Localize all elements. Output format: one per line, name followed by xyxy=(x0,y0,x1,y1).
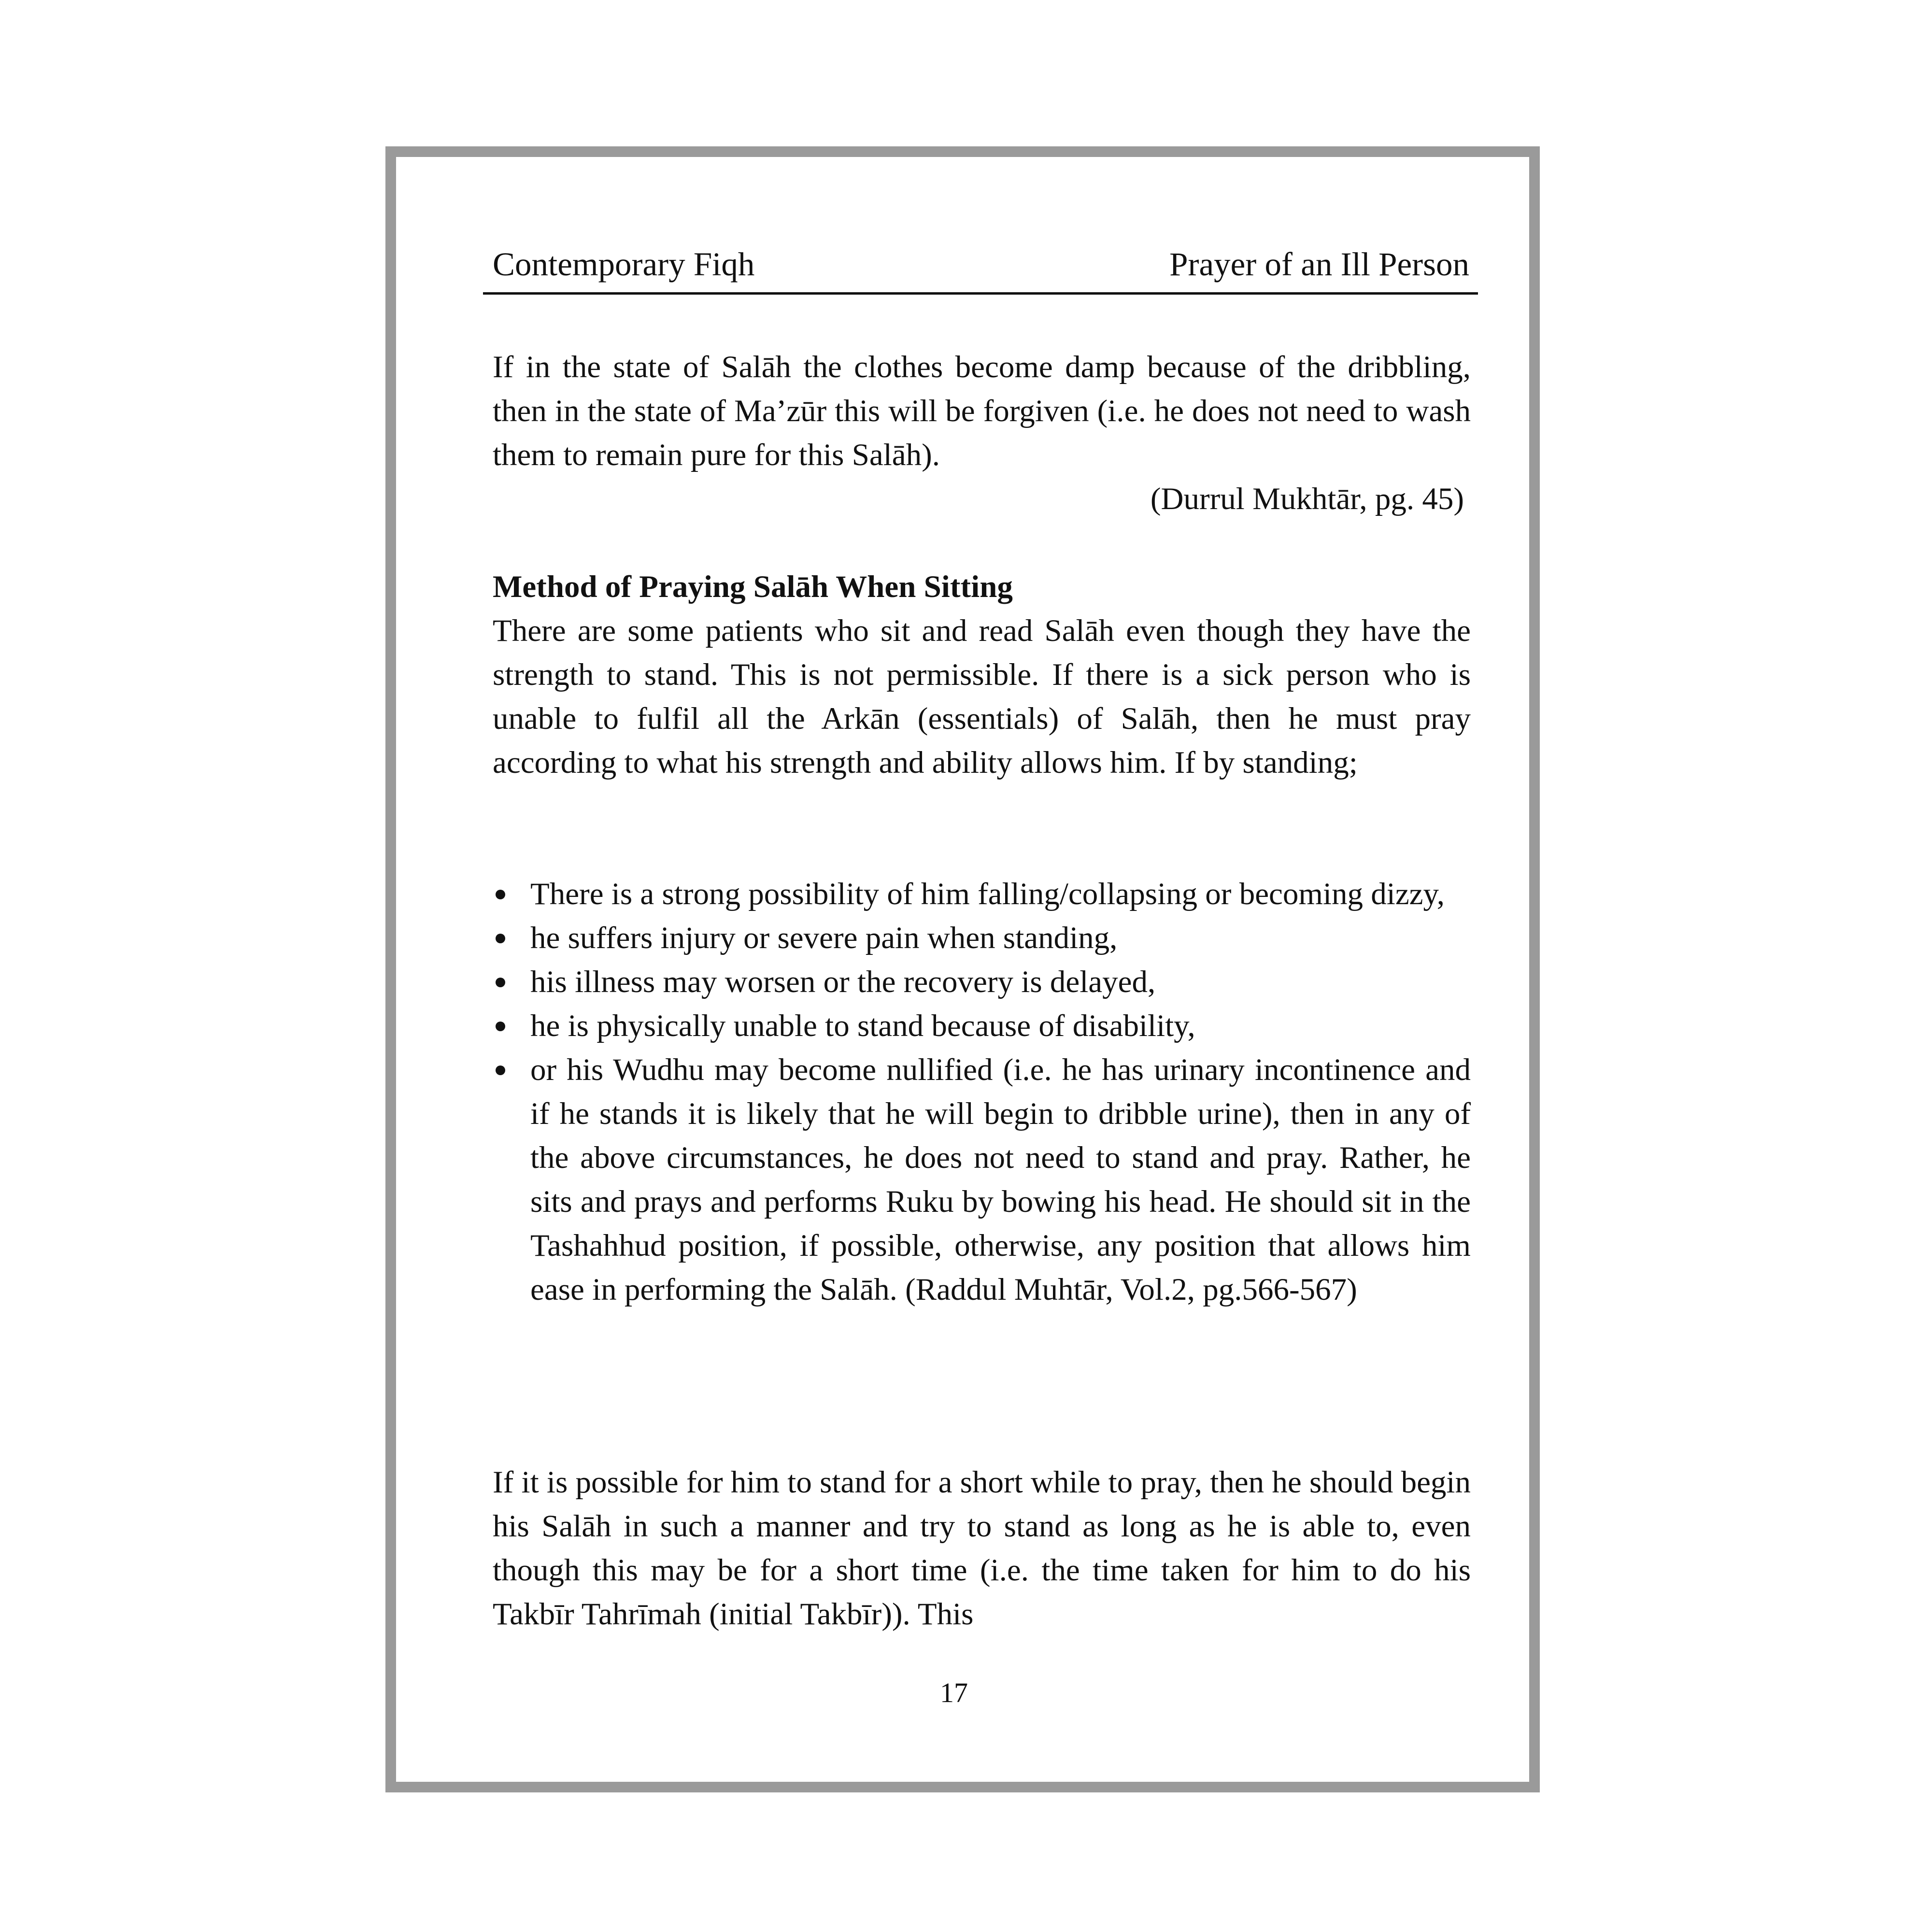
bullet-icon xyxy=(496,1065,505,1075)
citation-durrul-mukhtar: (Durrul Mukhtār, pg. 45) xyxy=(1150,482,1464,516)
list-item-text: he suffers injury or severe pain when standing, xyxy=(530,921,1118,955)
document-page xyxy=(385,146,1540,1792)
chapter-title: Prayer of an Ill Person xyxy=(1169,246,1469,283)
book-title: Contemporary Fiqh xyxy=(493,246,755,283)
bullet-icon xyxy=(496,934,505,943)
list-item xyxy=(493,960,1471,1004)
running-header xyxy=(483,244,1478,295)
condition-list xyxy=(493,872,1471,1312)
list-item xyxy=(493,872,1471,916)
paragraph-2: There are some patients who sit and read Salāh even though they have the strength to stand. This is not permissible. If there is a sick person who is unable to fulfil all the Arkān (essentials) of Salāh, then he must pray according to what his strength and ability allows him. If by standing; xyxy=(493,613,1471,780)
list-item xyxy=(493,1004,1471,1048)
paragraph-3: If it is possible for him to stand for a short while to pray, then he should begin his Salāh in such a manner and try to stand as long as he is able to, even though this may be for a short time (i.e. the time taken for him to do his Takbīr Tahrīmah (initial Takbīr)). This xyxy=(493,1465,1471,1632)
list-item-text: or his Wudhu may become nullified (i.e. he has urinary incontinence and if he stands it is likely that he will begin to dribble urine), then in any of the above circumstances, he does not need to stand and pray. Rather, he sits and prays and performs Ruku by bowing his head. He should sit in the Tashahhud position, if possible, otherwise, any position that allows him ease in performing the Salāh. (Raddul Muhtār, Vol.2, pg.566-567) xyxy=(530,1052,1471,1307)
bullet-icon xyxy=(496,890,505,899)
page-number: 17 xyxy=(940,1677,968,1708)
list-item-text: his illness may worsen or the recovery is delayed, xyxy=(530,965,1156,999)
bullet-icon xyxy=(496,978,505,987)
paragraph-1: If in the state of Salāh the clothes become damp because of the dribbling, then in the state of Ma’zūr this will be forgiven (i.e. he does not need to wash them to remain pure for this Salāh). xyxy=(493,350,1471,472)
list-item-text: he is physically unable to stand because of disability, xyxy=(530,1009,1195,1043)
section-heading: Method of Praying Salāh When Sitting xyxy=(493,569,1013,604)
bullet-icon xyxy=(496,1022,505,1031)
list-item xyxy=(493,1048,1471,1312)
list-item-text: There is a strong possibility of him falling/collapsing or becoming dizzy, xyxy=(530,877,1445,911)
list-item xyxy=(493,916,1471,960)
